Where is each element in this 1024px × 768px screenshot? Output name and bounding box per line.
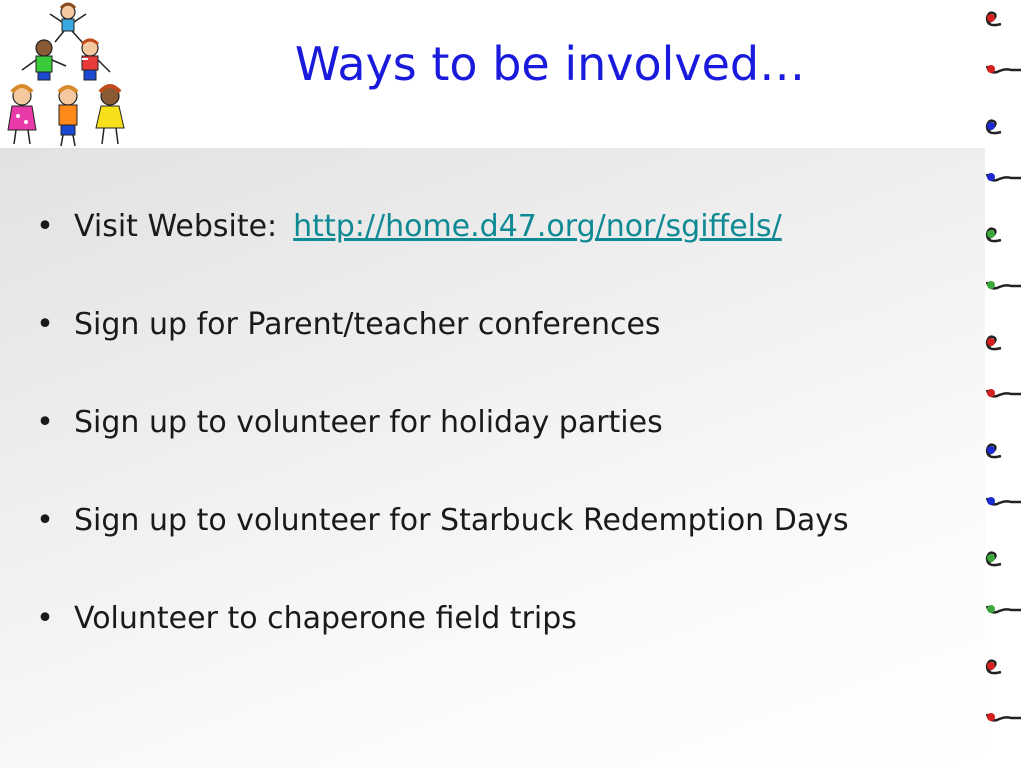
kid-middle-left — [22, 40, 66, 80]
swirl-hook-icon — [987, 173, 1021, 181]
bullet-dot: • — [36, 209, 54, 244]
website-link[interactable]: http://home.d47.org/nor/sgiffels/ — [293, 209, 782, 244]
swirl-hook-icon — [987, 497, 1021, 505]
kid-middle-right — [82, 40, 110, 80]
kid-top — [50, 4, 86, 42]
bullet-item — [34, 200, 964, 298]
swirl-e-icon — [987, 229, 1001, 241]
bullet-dot: • — [36, 405, 54, 440]
slide-title: Ways to be involved… — [294, 37, 806, 91]
swirl-e-icon — [987, 337, 1001, 349]
bullet-text: Volunteer to chaperone field trips — [74, 601, 577, 636]
swirl-e-icon — [987, 13, 1001, 25]
swirl-e-icon — [987, 445, 1001, 457]
swirl-hook-icon — [987, 389, 1021, 397]
kid-bottom-left — [8, 86, 36, 144]
bullet-item — [34, 494, 964, 592]
swirl-hook-icon — [987, 65, 1021, 73]
bullet-text: Sign up to volunteer for holiday parties — [74, 405, 663, 440]
bullet-text: Sign up to volunteer for Starbuck Redemption Days — [74, 503, 849, 538]
bullet-dot: • — [36, 601, 54, 636]
bullet-dot: • — [36, 307, 54, 342]
swirl-e-icon — [987, 121, 1001, 133]
swirl-hook-icon — [987, 713, 1021, 721]
kid-bottom-middle — [59, 87, 77, 146]
swirl-e-icon — [987, 553, 1001, 565]
swirl-hook-icon — [987, 605, 1021, 613]
kids-pyramid-icon — [0, 0, 140, 150]
bullet-item — [34, 592, 964, 690]
bullet-item — [34, 396, 964, 494]
kid-bottom-right — [96, 86, 124, 144]
swirl-hook-icon — [987, 281, 1021, 289]
bullet-text: Sign up for Parent/teacher conferences — [74, 307, 661, 342]
bullet-dot: • — [36, 503, 54, 538]
swirl-e-icon — [987, 661, 1001, 673]
swirl-border-icon — [975, 0, 1024, 768]
bullet-item — [34, 298, 964, 396]
bullet-text: Visit Website: — [74, 209, 278, 244]
bullet-list — [34, 200, 964, 690]
